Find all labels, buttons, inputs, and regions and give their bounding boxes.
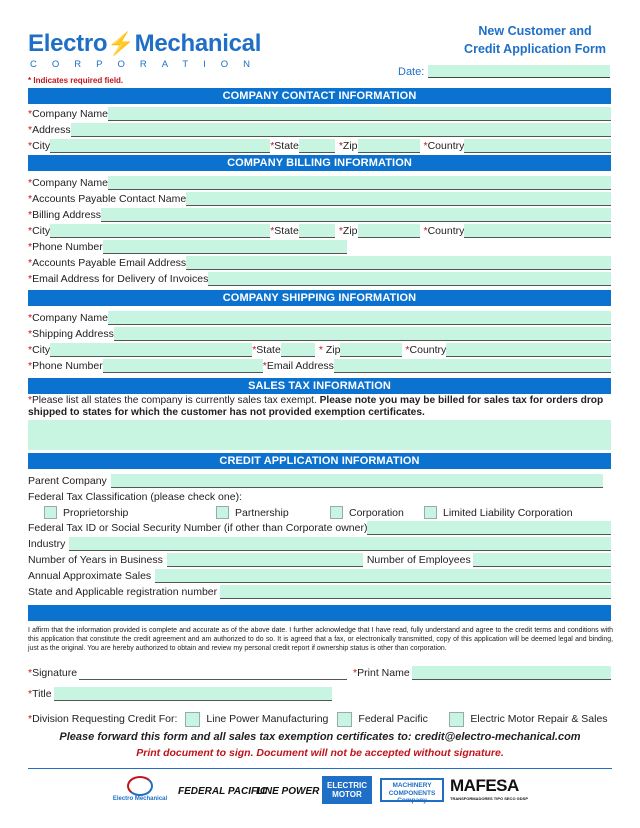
- contact-city-field[interactable]: [50, 139, 270, 153]
- state-reg-label: State and Applicable registration number: [28, 586, 218, 598]
- contact-country-field[interactable]: [464, 139, 611, 153]
- billing-address-field[interactable]: [101, 208, 611, 222]
- parent-company-label: Parent Company: [28, 475, 107, 487]
- company-logo: [28, 30, 266, 70]
- corporation-checkbox[interactable]: [330, 506, 343, 519]
- contact-address-row: [28, 122, 611, 137]
- contact-zip-label: *Zip: [338, 140, 358, 152]
- partnership-label: Partnership: [235, 506, 289, 519]
- sales-tax-section-heading: SALES TAX INFORMATION: [28, 378, 611, 394]
- state-reg-field[interactable]: [220, 585, 611, 599]
- federal-pacific-checkbox[interactable]: [337, 712, 352, 727]
- billing-phone-field[interactable]: [103, 240, 347, 254]
- logo-word-mechanical: Mechanical: [134, 30, 262, 57]
- shipping-company-field[interactable]: [108, 311, 611, 325]
- shipping-zip-field[interactable]: [340, 343, 402, 357]
- annual-sales-row: [28, 568, 611, 583]
- shipping-company-label: *Company Name: [28, 312, 108, 324]
- mafesa-text: MAFESA: [450, 776, 519, 795]
- partnership-checkbox[interactable]: [216, 506, 229, 519]
- division-federal-pacific[interactable]: [337, 712, 449, 727]
- option-corporation[interactable]: [330, 506, 424, 519]
- mafesa-subtext: TRANSFORMADORES TIPO SECO GDSP: [450, 796, 529, 801]
- form-title: [440, 22, 630, 58]
- billing-city-field[interactable]: [50, 224, 270, 238]
- parent-company-field[interactable]: [111, 474, 603, 488]
- corporation-label: Corporation: [349, 506, 404, 519]
- shipping-city-label: *City: [28, 344, 51, 356]
- billing-address-label: *Billing Address: [28, 209, 101, 221]
- shipping-email-label: *Email Address: [262, 360, 334, 372]
- years-label: Number of Years in Business: [28, 554, 163, 566]
- footer-logo-federal-pacific: FEDERAL PACIFIC: [178, 786, 268, 797]
- federal-pacific-label: Federal Pacific: [358, 713, 428, 725]
- shipping-phone-label: *Phone Number: [28, 360, 103, 372]
- logo-subtitle: CORPORATION: [30, 59, 266, 70]
- division-line-power[interactable]: [185, 712, 337, 727]
- contact-city-label: *City: [28, 140, 51, 152]
- contact-company-field[interactable]: [108, 107, 611, 121]
- parent-company-row: [28, 473, 611, 488]
- credit-section-divider: [28, 605, 611, 621]
- footer-logos: [110, 774, 530, 808]
- annual-sales-field[interactable]: [155, 569, 611, 583]
- billing-address-row: [28, 207, 611, 222]
- industry-field[interactable]: [69, 537, 611, 551]
- division-label: *Division Requesting Credit For:: [28, 712, 178, 725]
- shipping-state-label: *State: [252, 344, 281, 356]
- form-header: [0, 0, 640, 88]
- option-proprietorship[interactable]: [44, 506, 216, 519]
- contact-state-label: *State: [270, 140, 299, 152]
- footer-logo-machinery-components: MACHINERY COMPONENTS Company: [380, 778, 444, 802]
- billing-invoice-email-row: [28, 271, 611, 286]
- shipping-section-heading: COMPANY SHIPPING INFORMATION: [28, 290, 611, 306]
- date-field[interactable]: [428, 65, 610, 78]
- title-field[interactable]: [54, 687, 332, 701]
- billing-state-field[interactable]: [299, 224, 335, 238]
- print-note: Print document to sign. Document will not be accepted without signature.: [136, 747, 504, 759]
- shipping-phone-field[interactable]: [103, 359, 263, 373]
- required-note: [28, 76, 123, 85]
- billing-company-row: [28, 175, 611, 190]
- billing-ap-contact-label: *Accounts Payable Contact Name: [28, 193, 187, 205]
- signature-label: *Signature: [28, 667, 78, 679]
- electric-motor-label: Electric Motor Repair & Sales: [470, 713, 608, 725]
- shipping-address-row: [28, 326, 611, 341]
- billing-city-row: [28, 223, 611, 238]
- option-partnership[interactable]: [216, 506, 330, 519]
- tax-class-label: Federal Tax Classification (please check one):: [28, 491, 242, 503]
- print-name-label: *Print Name: [353, 667, 410, 679]
- billing-phone-label: *Phone Number: [28, 241, 103, 253]
- tax-id-label: Federal Tax ID or Social Security Number (if other than Corporate owner): [28, 522, 368, 534]
- title-label: *Title: [28, 688, 52, 700]
- billing-zip-label: *Zip: [338, 225, 358, 237]
- contact-address-field[interactable]: [71, 123, 611, 137]
- years-field[interactable]: [167, 553, 363, 567]
- logo-word-electro: Electro: [28, 30, 108, 57]
- tax-id-row: [28, 520, 611, 535]
- print-name-field[interactable]: [412, 666, 611, 680]
- shipping-city-field[interactable]: [50, 343, 252, 357]
- billing-country-label: *Country: [423, 225, 465, 237]
- llc-checkbox[interactable]: [424, 506, 437, 519]
- billing-invoice-email-field[interactable]: [208, 272, 611, 286]
- sales-tax-instructions: *Please list all states the company is currently sales tax exempt. Please note you may be billed for sales tax for orders drop shipped to states for which the customer has not provided exemption certificates.: [28, 395, 604, 418]
- billing-phone-row: [28, 239, 611, 254]
- date-row: [398, 64, 610, 78]
- division-row: [28, 711, 611, 727]
- billing-company-label: *Company Name: [28, 177, 108, 189]
- sales-tax-text: Please list all states the company is currently sales tax exempt.: [31, 395, 320, 406]
- billing-ap-email-row: [28, 255, 611, 270]
- billing-ap-email-field[interactable]: [186, 256, 611, 270]
- footer-logo-electric-motor: ELECTRIC MOTOR: [322, 776, 372, 804]
- billing-ap-contact-field[interactable]: [186, 192, 611, 206]
- form-title-line2: Credit Application Form: [464, 42, 606, 56]
- billing-zip-field[interactable]: [358, 224, 420, 238]
- billing-company-field[interactable]: [108, 176, 611, 190]
- required-note-text: Indicates required field.: [33, 76, 124, 85]
- credit-section-heading: CREDIT APPLICATION INFORMATION: [28, 453, 611, 469]
- footer-logo1-text: Electro Mechanical: [112, 796, 168, 802]
- form-title-line1: New Customer and: [478, 24, 592, 38]
- billing-invoice-email-label: *Email Address for Delivery of Invoices: [28, 273, 209, 285]
- footer-logo-electro-mechanical: [110, 776, 170, 802]
- shipping-country-label: *Country: [405, 344, 447, 356]
- billing-section-heading: COMPANY BILLING INFORMATION: [28, 155, 611, 171]
- contact-company-row: [28, 106, 611, 121]
- title-row: [28, 686, 611, 701]
- proprietorship-label: Proprietorship: [63, 506, 129, 519]
- line-power-checkbox[interactable]: [185, 712, 200, 727]
- proprietorship-checkbox[interactable]: [44, 506, 57, 519]
- footer-logo-line-power: LINE POWER: [256, 786, 320, 797]
- required-star: *: [28, 76, 34, 85]
- billing-state-label: *State: [270, 225, 299, 237]
- shipping-address-label: *Shipping Address: [28, 328, 114, 340]
- contact-zip-field[interactable]: [358, 139, 420, 153]
- contact-address-label: *Address: [28, 124, 71, 136]
- billing-ap-contact-row: [28, 191, 611, 206]
- industry-label: Industry: [28, 538, 66, 550]
- signature-row: [28, 665, 611, 680]
- shipping-zip-label: * Zip: [318, 344, 341, 356]
- globe-icon: [127, 776, 153, 796]
- tax-class-options: [28, 504, 611, 519]
- tax-class-row: [28, 489, 611, 504]
- lightning-bolt-icon: ⚡: [107, 31, 135, 56]
- signature-field[interactable]: [79, 666, 347, 680]
- line-power-label: Line Power Manufacturing: [206, 713, 329, 725]
- years-row: [28, 552, 611, 567]
- sales-tax-states-field[interactable]: [28, 420, 611, 450]
- contact-section-heading: COMPANY CONTACT INFORMATION: [28, 88, 611, 104]
- billing-ap-email-label: *Accounts Payable Email Address: [28, 257, 187, 269]
- billing-country-field[interactable]: [464, 224, 611, 238]
- shipping-company-row: [28, 310, 611, 325]
- tax-id-field[interactable]: [367, 521, 611, 535]
- affirmation-text: I affirm that the information provided is complete and accurate as of the above date. I further acknowledge that I have read, fully understand and agree to the credit terms and conditions with this application that constitute the credit agreement and am authorized to do so. It is agreed that a fax, or electronically transmitted, copy of this application will be deemed legal and binding, just as the original. You are hereby authorized to obtain and review my personal credit report if ownership status is other than corporation.: [28, 627, 613, 652]
- option-llc[interactable]: [424, 506, 573, 519]
- sales-tax-warning: Please note you may be billed for sales tax for orders drop shipped to states for which the customer has not provided exemption certificates.: [28, 395, 604, 418]
- contact-state-field[interactable]: [299, 139, 335, 153]
- shipping-address-field[interactable]: [114, 327, 611, 341]
- shipping-state-field[interactable]: [281, 343, 315, 357]
- footer-logo-mafesa: [450, 776, 528, 801]
- employees-label: Number of Employees: [366, 554, 471, 566]
- date-label: Date:: [398, 66, 425, 78]
- shipping-country-field[interactable]: [446, 343, 611, 357]
- contact-country-label: *Country: [423, 140, 465, 152]
- annual-sales-label: Annual Approximate Sales: [28, 570, 152, 582]
- electric-motor-checkbox[interactable]: [449, 712, 464, 727]
- employees-field[interactable]: [473, 553, 611, 567]
- footer-divider: [28, 768, 612, 769]
- division-electric-motor[interactable]: [449, 712, 607, 727]
- llc-label: Limited Liability Corporation: [443, 506, 573, 519]
- contact-company-label: *Company Name: [28, 108, 108, 120]
- contact-city-row: [28, 138, 611, 153]
- shipping-phone-row: [28, 358, 611, 373]
- forward-instructions: Please forward this form and all sales tax exemption certificates to: credit@electro-mechanical.com: [59, 731, 581, 743]
- state-reg-row: [28, 584, 611, 599]
- billing-city-label: *City: [28, 225, 51, 237]
- industry-row: [28, 536, 611, 551]
- shipping-city-row: [28, 342, 611, 357]
- shipping-email-field[interactable]: [334, 359, 611, 373]
